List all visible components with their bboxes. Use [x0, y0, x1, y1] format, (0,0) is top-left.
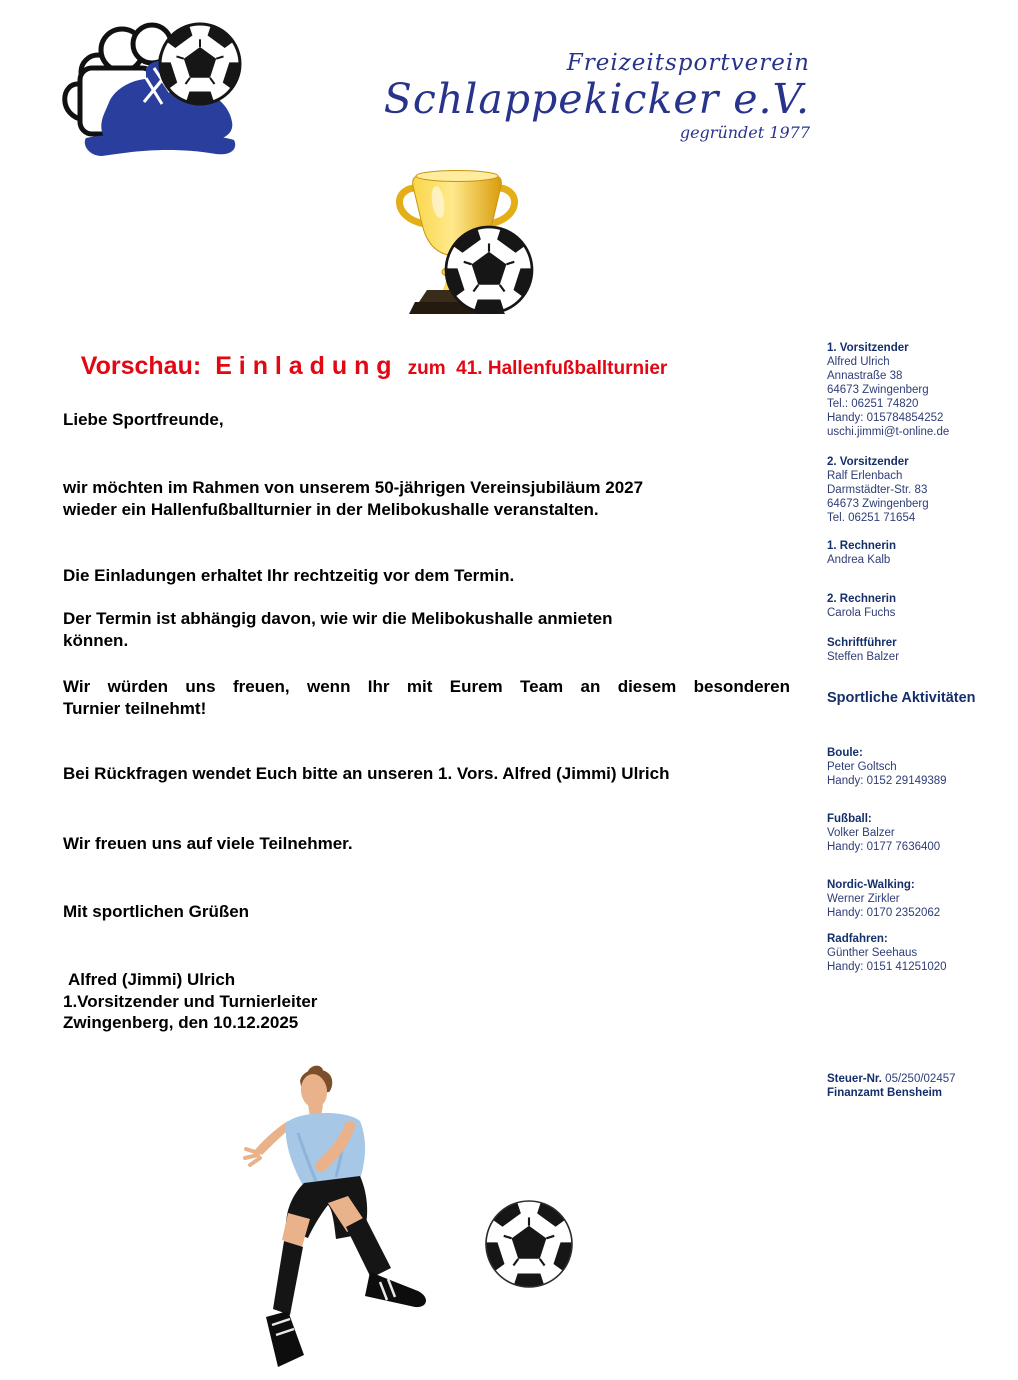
soccer-player-figure: [245, 1066, 426, 1367]
signature-name: Alfred (Jimmi) Ulrich: [68, 970, 236, 989]
club-founded: gegründet 1977: [679, 123, 810, 142]
title-spaced-word: E i n l a d u n g: [215, 352, 392, 380]
paragraph-invitations: Die Einladungen erhaltet Ihr rechtzeitig vor dem Termin.: [63, 566, 515, 585]
club-name: Schlappekicker e.V.: [383, 75, 810, 123]
officer-line: 64673 Zwingenberg: [827, 498, 929, 510]
paragraph-date-line2: können.: [63, 630, 129, 650]
title-suffix: zum 41. Hallenfußballturnier: [407, 358, 668, 379]
paragraph-jubilee: [63, 477, 643, 520]
club-header: [384, 50, 810, 142]
officer-section-3: [827, 539, 1017, 567]
officer-title: 1. Rechnerin: [827, 540, 897, 552]
activity-title: Nordic-Walking:: [827, 879, 915, 891]
officer-title: Schriftführer: [827, 637, 897, 649]
activity-section-fussball: [827, 812, 1017, 854]
activity-title: Boule:: [827, 747, 863, 759]
activity-line: Handy: 0151 41251020: [827, 961, 947, 973]
officer-title: 2. Vorsitzender: [827, 456, 909, 468]
activity-section-radfahren: [827, 932, 1017, 974]
officer-section-2: [827, 455, 1017, 525]
activity-line: Handy: 0177 7636400: [827, 841, 941, 853]
salutation: Liebe Sportfreunde,: [63, 410, 224, 429]
paragraph-jubilee-line1: wir möchten im Rahmen von unserem 50-jährigen Vereinsjubiläum 2027: [63, 478, 644, 497]
tax-office: Finanzamt Bensheim: [827, 1087, 943, 1099]
officer-section-4: [827, 592, 1017, 620]
tax-info: [827, 1072, 1017, 1100]
trophy-graphic: [385, 166, 545, 319]
paragraph-jubilee-line2: wieder ein Hallenfußballturnier in der Melibokushalle veranstalten.: [63, 499, 599, 519]
activity-title: Fußball:: [827, 813, 872, 825]
activity-section-nordic-walking: [827, 878, 1017, 920]
club-logo-graphic: [58, 12, 243, 170]
page-title: [63, 334, 667, 399]
activity-section-boule: [827, 746, 1017, 788]
player-graphic: [228, 1063, 588, 1380]
activity-line: Peter Goltsch: [827, 761, 897, 773]
activities-heading: Sportliche Aktivitäten: [827, 690, 976, 706]
paragraph-participation: [63, 676, 790, 719]
officer-section-1: [827, 341, 1017, 439]
activity-line: Handy: 0170 2352062: [827, 907, 941, 919]
activity-title: Radfahren:: [827, 933, 888, 945]
officer-line: Tel. 06251 71654: [827, 512, 916, 524]
tax-label: Steuer-Nr.: [827, 1073, 882, 1085]
officer-title: 2. Rechnerin: [827, 593, 897, 605]
soccer-ball-icon: [462, 1181, 588, 1309]
signature-role: 1.Vorsitzender und Turnierleiter: [63, 991, 318, 1011]
paragraph-participation-line1: Wir würden uns freuen, wenn Ihr mit Eurem Team an diesem besonderen: [63, 677, 790, 696]
club-header-line1: Freizeitsportverein: [566, 50, 810, 76]
activity-line: Handy: 0152 29149389: [827, 775, 947, 787]
title-prefix: Vorschau:: [80, 352, 202, 380]
officer-section-5: [827, 636, 1017, 664]
club-logo: [58, 12, 243, 175]
paragraph-participants: Wir freuen uns auf viele Teilnehmer.: [63, 834, 353, 853]
signature-place-date: Zwingenberg, den 10.12.2025: [63, 1013, 299, 1032]
officer-line: Steffen Balzer: [827, 651, 900, 663]
activity-line: Volker Balzer: [827, 827, 895, 839]
paragraph-date-line1: Der Termin ist abhängig davon, wie wir die Melibokushalle anmieten: [63, 609, 613, 628]
officer-line: Tel.: 06251 74820: [827, 398, 919, 410]
tax-number: 05/250/02457: [885, 1073, 956, 1085]
closing: Mit sportlichen Grüßen: [63, 902, 250, 921]
signature-block: [63, 969, 317, 1034]
officer-line: Darmstädter-Str. 83: [827, 484, 928, 496]
officer-line: Carola Fuchs: [827, 607, 896, 619]
activity-line: Günther Seehaus: [827, 947, 918, 959]
officer-line: Andrea Kalb: [827, 554, 891, 566]
officer-line: Annastraße 38: [827, 370, 903, 382]
activity-line: Werner Zirkler: [827, 893, 900, 905]
officer-line: 64673 Zwingenberg: [827, 384, 929, 396]
officer-line: Ralf Erlenbach: [827, 470, 903, 482]
officer-line: Handy: 015784854252: [827, 412, 944, 424]
officer-title: 1. Vorsitzender: [827, 342, 909, 354]
officer-line: Alfred Ulrich: [827, 356, 890, 368]
trophy-graphic-svg: [385, 166, 545, 314]
paragraph-participation-line2: Turnier teilnehmt!: [63, 698, 207, 718]
paragraph-questions: Bei Rückfragen wendet Euch bitte an unseren 1. Vors. Alfred (Jimmi) Ulrich: [63, 764, 670, 783]
paragraph-date: [63, 608, 612, 651]
officer-email: uschi.jimmi@t-online.de: [827, 426, 950, 438]
soccer-player-icon: [228, 1063, 588, 1378]
